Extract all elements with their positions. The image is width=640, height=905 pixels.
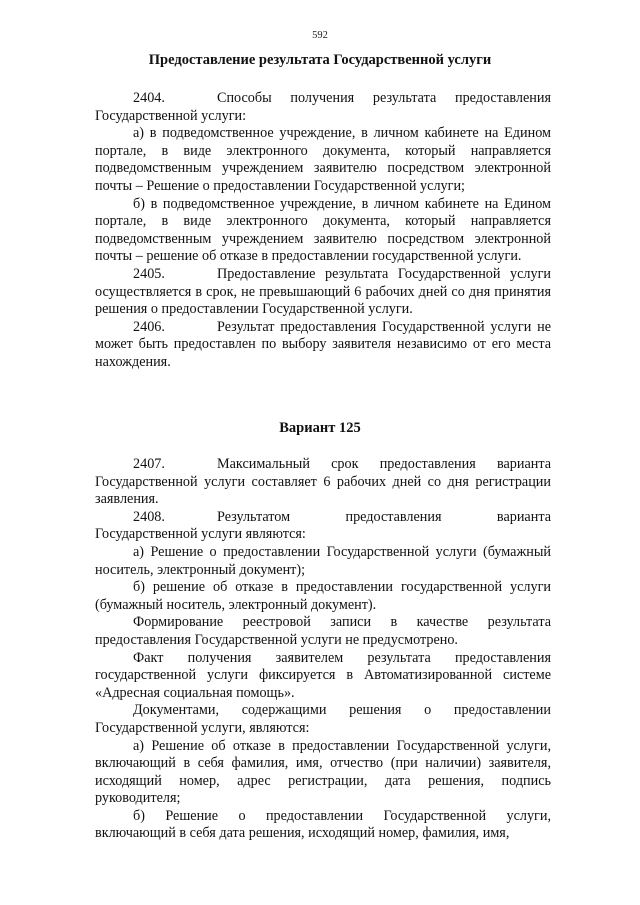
paragraph-text: Результат предоставления Государственной услуги не может быть предоставлен по выбору заявителя независимо от его места нахождения. <box>95 318 551 370</box>
list-item-b: б) Решение о предоставлении Государственной услуги, включающий в себя дата решения, исходящий номер, фамилия, имя, <box>95 807 551 842</box>
paragraph-2407 <box>95 456 551 509</box>
list-item-a: а) в подведомственное учреждение, в личном кабинете на Едином портале, в виде электронного документа, который направляется подведомственным учреждением заявителю посредством электронной почты – Решение о предоставлении Государственной услуги; <box>95 125 551 194</box>
paragraph-number: 2407. <box>133 456 165 472</box>
list-item-a: а) Решение об отказе в предоставлении Государственной услуги, включающий в себя фамилия, имя, отчество (при наличии) заявителя, исходящий номер, адрес регистрации, дата решения, подпись руководителя; <box>95 737 551 807</box>
paragraph-number: 2406. <box>133 318 165 335</box>
paragraph-2405 <box>95 266 551 319</box>
paragraph-number: 2408. <box>133 508 165 525</box>
paragraph-text: Предоставление результата Государственной услуги осуществляется в срок, не превышающий 6 рабочих дней со дня принятия решения о предоставлении Государственной услуги. <box>95 265 551 318</box>
paragraph-registry: Формирование реестровой записи в качестве результата предоставления Государственной услуги не предусмотрено. <box>95 614 551 648</box>
paragraph-fact: Факт получения заявителем результата предоставления государственной услуги фиксируется в Автоматизированной системе «Адресная социальная помощь». <box>95 649 551 701</box>
list-item-b: б) решение об отказе в предоставлении государственной услуги (бумажный носитель, электронный документ). <box>95 579 551 613</box>
page-number: 592 <box>312 30 328 41</box>
paragraph-text: Результатом предоставления варианта Государственной услуги являются: <box>95 508 551 543</box>
paragraph-2406 <box>95 319 551 372</box>
paragraph-documents: Документами, содержащими решения о предоставлении Государственной услуги, являются: <box>95 702 551 736</box>
list-item-b: б) в подведомственное учреждение, в личном кабинете на Едином портале, в виде электронного документа, который направляется подведомственным учреждением заявителю посредством электронной почты – решение об отказе в предоставлении государственной услуги. <box>95 195 551 265</box>
list-item-a: а) Решение о предоставлении Государственной услуги (бумажный носитель, электронный документ); <box>95 543 551 578</box>
section-variant-body <box>95 456 551 843</box>
paragraph-2404 <box>95 90 551 125</box>
section-result-body <box>95 90 551 372</box>
paragraph-number: 2405. <box>133 265 165 282</box>
paragraph-text: Максимальный срок предоставления варианта Государственной услуги составляет 6 рабочих дней со дня регистрации заявления. <box>95 456 551 508</box>
section-heading-result: Предоставление результата Государственной услуги <box>148 52 492 68</box>
paragraph-number: 2404. <box>133 90 165 106</box>
section-heading-variant: Вариант 125 <box>279 420 361 436</box>
paragraph-text: Способы получения результата предоставления Государственной услуги: <box>95 90 551 124</box>
paragraph-2408 <box>95 509 551 544</box>
